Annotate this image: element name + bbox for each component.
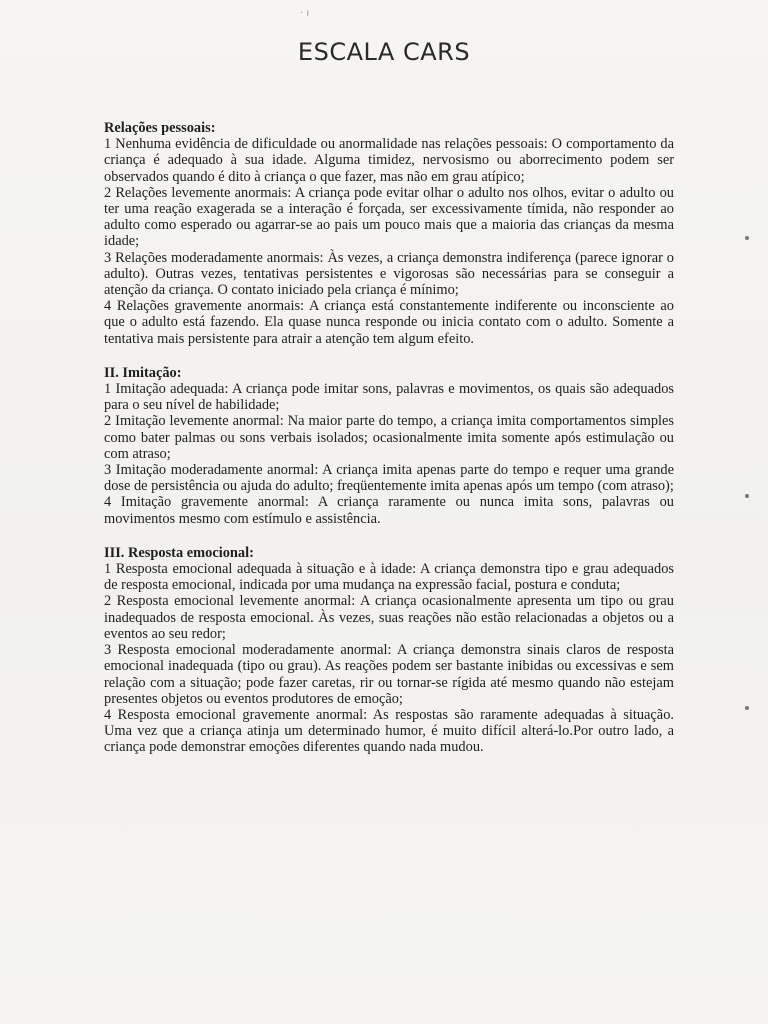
page-title: ESCALA CARS (297, 38, 471, 66)
scan-speck (745, 706, 749, 710)
section-resposta-emocional (104, 545, 674, 756)
section-relacoes-pessoais (104, 120, 674, 347)
list-item: 2 Imitação levemente anormal: Na maior parte do tempo, a criança imita comportamentos simples como bater palmas ou sons verbais isolados; ocasionalmente imita somente após estimulação ou com atraso; (104, 413, 674, 462)
scan-speck (745, 494, 749, 498)
list-item: 2 Relações levemente anormais: A criança pode evitar olhar o adulto nos olhos, evitar o adulto ou ter uma reação exagerada se a interação é forçada, ser excessivamente tímida, não responder ao adulto como esperado ou agarrar-se ao pais um pouco mais que a maioria das crianças da mesma idade; (104, 184, 674, 250)
list-item: 2 Resposta emocional levemente anormal: A criança ocasionalmente apresenta um tipo ou grau inadequados de resposta emocional. Às vezes, suas reações não estão relacionadas a objetos ou a eventos ao seu redor; (104, 593, 674, 642)
section-heading: II. Imitação: (104, 364, 182, 381)
list-item: 1 Imitação adequada: A criança pode imitar sons, palavras e movimentos, os quais são adequados para o seu nível de habilidade; (104, 381, 674, 414)
list-item: 4 Imitação gravemente anormal: A criança raramente ou nunca imita sons, palavras ou movimentos mesmo com estímulo e assistência. (104, 494, 674, 527)
section-heading: Relações pessoais: (104, 120, 216, 136)
section-heading: III. Resposta emocional: (104, 544, 254, 561)
scan-mark: · ı (300, 8, 310, 19)
list-item: 3 Relações moderadamente anormais: Às vezes, a criança demonstra indiferença (parece ignorar o adulto). Outras vezes, tentativas persistentes e vigorosas são necessárias para se conseguir a atenção da criança. O contato iniciado pela criança é mínimo; (104, 249, 674, 299)
list-item: 4 Relações gravemente anormais: A criança está constantemente indiferente ou inconsciente ao que o adulto está fazendo. Ela quase nunca responde ou inicia contato com o adulto. Somente a tentativa mais persistente para atrair a atenção tem algum efeito. (104, 298, 674, 347)
list-item: 4 Resposta emocional gravemente anormal: As respostas são raramente adequadas à situação. Uma vez que a criança atinja um determinado humor, é muito difícil alterá-lo.Por outro lado, a criança pode demonstrar emoções diferentes quando nada mudou. (104, 706, 674, 756)
list-item: 1 Nenhuma evidência de dificuldade ou anormalidade nas relações pessoais: O comportamento da criança é adequado à sua idade. Alguma timidez, nervosismo ou aborrecimento podem ser observados quando é dito à criança o que fazer, mas não em grau atípico; (104, 136, 674, 185)
document-body (104, 120, 674, 756)
scan-speck (745, 236, 749, 240)
list-item: 3 Imitação moderadamente anormal: A criança imita apenas parte do tempo e requer uma grande dose de persistência ou ajuda do adulto; freqüentemente imita apenas após um tempo (com atraso); (104, 462, 674, 495)
list-item: 3 Resposta emocional moderadamente anormal: A criança demonstra sinais claros de resposta emocional inadequada (tipo ou grau). As reações podem ser bastante inibidas ou excessivas e sem relação com a situação; pode fazer caretas, rir ou tornar-se rígida até mesmo quando não estejam presentes objetos ou eventos produtores de emoção; (104, 642, 674, 707)
list-item: 1 Resposta emocional adequada à situação e à idade: A criança demonstra tipo e grau adequados de resposta emocional, indicada por uma mudança na expressão facial, postura e conduta; (104, 561, 674, 594)
section-imitacao (104, 365, 674, 527)
